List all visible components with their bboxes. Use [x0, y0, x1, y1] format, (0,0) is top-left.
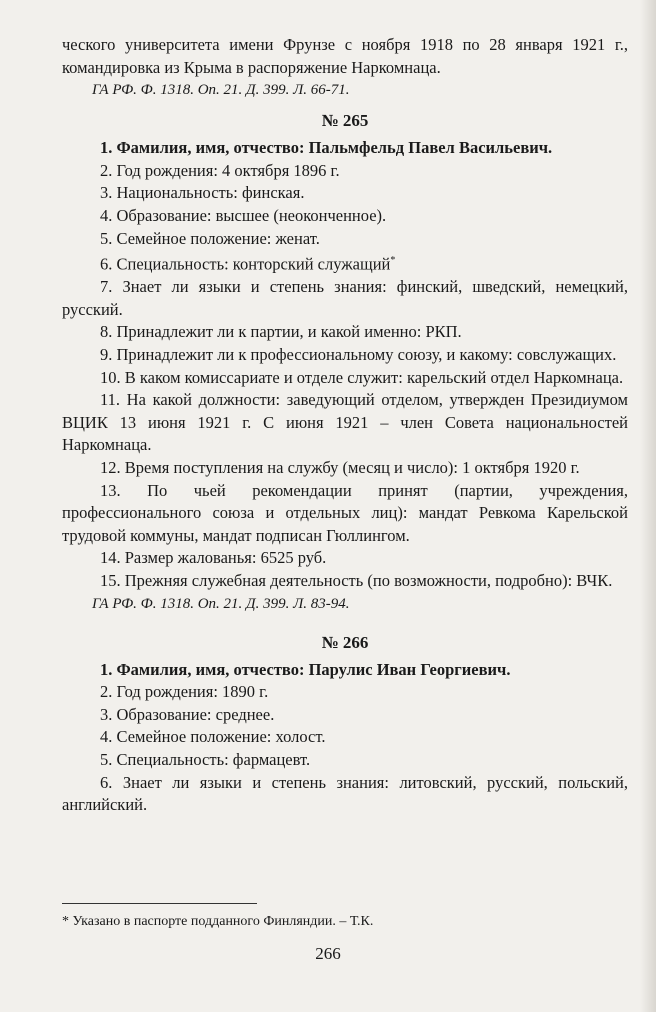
footnote: * Указано в паспорте подданного Финляндии. – Т.К.	[62, 914, 374, 929]
entry-number: № 265	[321, 111, 369, 131]
entry-field: 2. Год рождения: 1890 г.	[100, 682, 269, 702]
entry-field: 14. Размер жалованья: 6525 руб.	[100, 548, 327, 568]
page-edge-shadow	[640, 0, 656, 1012]
text-column	[62, 34, 628, 817]
page-number: 266	[315, 944, 341, 963]
entry-name-line: 1. Фамилия, имя, отчество: Парулис Иван Георгиевич.	[100, 659, 511, 679]
entry-field: 15. Прежняя служебная деятельность (по возможности, подробно): ВЧК.	[100, 570, 613, 590]
entry-field: 6. Знает ли языки и степень знания: литовский, русский, польский, английский.	[62, 772, 628, 815]
entry-field: 5. Специальность: фармацевт.	[100, 749, 311, 769]
entry-field: 3. Образование: среднее.	[100, 704, 275, 724]
entry-field	[62, 250, 628, 276]
entry-field: 3. Национальность: финская.	[100, 183, 305, 203]
footnote-divider	[62, 903, 257, 904]
entry-field: 4. Образование: высшее (неоконченное).	[100, 205, 387, 225]
entry-field: 13. По чьей рекомендации принят (партии, учреждения, профессионального союза и отдельных лиц): мандат Ревкома Карельской трудовой коммуны, мандат подписан Гюллингом.	[62, 480, 628, 545]
entry-number: № 266	[321, 632, 369, 652]
entry-field: 4. Семейное положение: холост.	[100, 727, 326, 747]
entry-field: 2. Год рождения: 4 октября 1896 г.	[100, 160, 340, 180]
entry-field-text: 6. Специальность: конторский служащий	[100, 254, 391, 274]
entry-field: 9. Принадлежит ли к профессиональному союзу, и какому: совслужащих.	[100, 345, 617, 365]
entry-field: 5. Семейное положение: женат.	[100, 228, 320, 248]
entry-name-line: 1. Фамилия, имя, отчество: Пальмфельд Павел Васильевич.	[100, 138, 553, 158]
entry-field: 10. В каком комиссариате и отделе служит: карельский отдел Наркомнаца.	[100, 367, 624, 387]
entry-field: 12. Время поступления на службу (месяц и число): 1 октября 1920 г.	[100, 458, 580, 477]
entry-field: 7. Знает ли языки и степень знания: финский, шведский, немецкий, русский.	[62, 277, 628, 319]
archive-source: ГА РФ. Ф. 1318. Оп. 21. Д. 399. Л. 83-94.	[92, 595, 350, 612]
entry-field: 11. На какой должности: заведующий отделом, утвержден Президиумом ВЦИК 13 июня 1921 г. С июня 1921 – член Совета национальностей Наркомнаца.	[62, 390, 628, 455]
archive-source: ГА РФ. Ф. 1318. Оп. 21. Д. 399. Л. 66-71.	[92, 82, 350, 99]
continued-paragraph: ческого университета имени Фрунзе с ноября 1918 по 28 января 1921 г., командировка из Крыма в распоряжение Наркомнаца.	[62, 35, 628, 77]
entry-field: 8. Принадлежит ли к партии, и какой именно: РКП.	[100, 322, 462, 342]
footnote-marker: *	[390, 255, 396, 267]
